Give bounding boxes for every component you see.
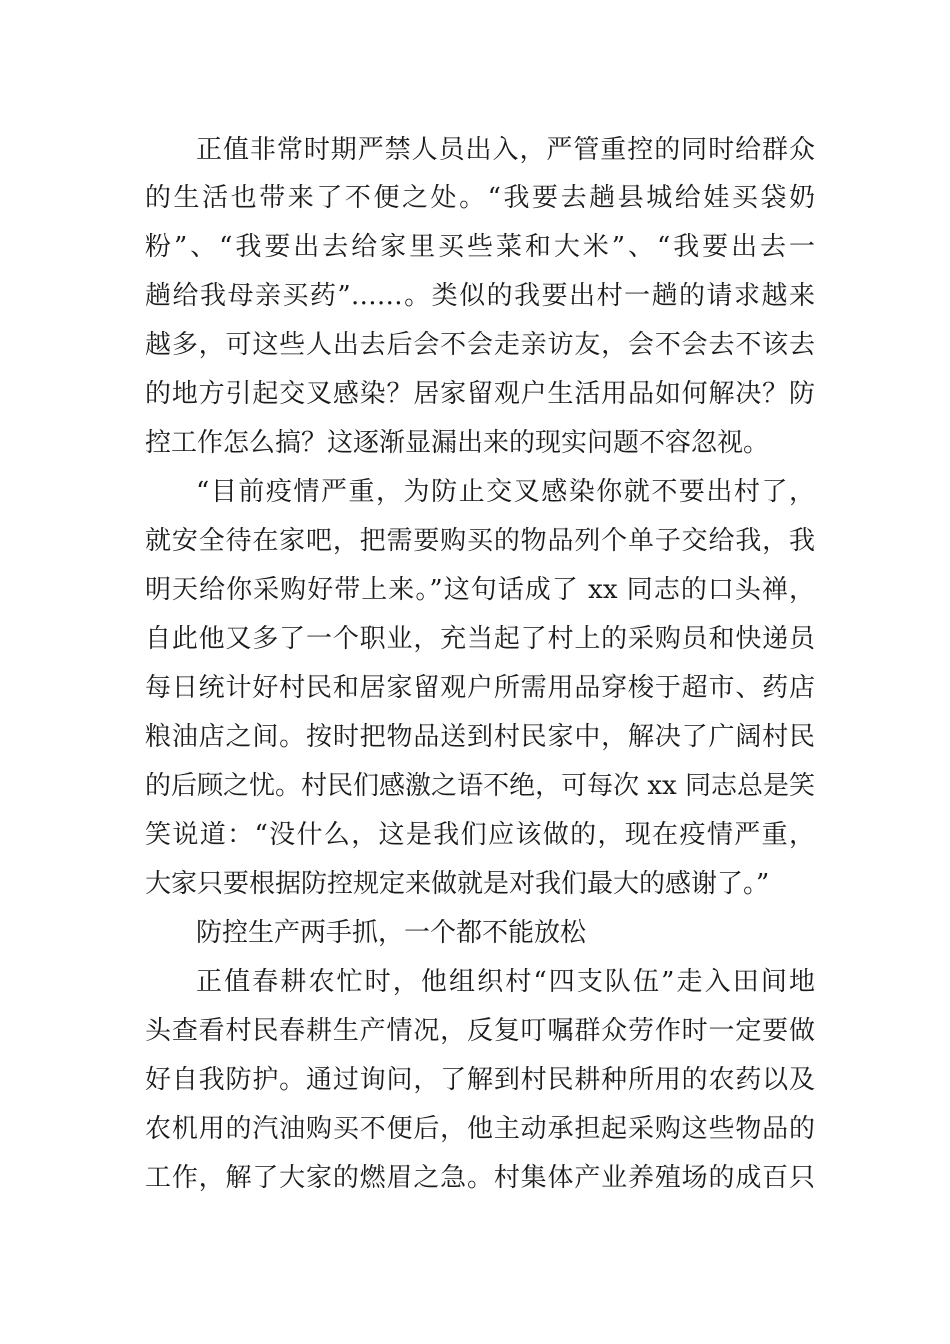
paragraph-2-line-1: “目前疫情严重，为防止交叉感染你就不要出村了， — [196, 477, 815, 507]
paragraph-2-line-6: 粮油店之间。按时把物品送到村民家中，解决了广阔村民 — [145, 722, 815, 752]
paragraph-3-line-4: 农机用的汽油购买不便后，他主动承担起采购这些物品的 — [145, 1114, 815, 1144]
paragraph-3-line-2: 头查看村民春耕生产情况，反复叮嘱群众劳作时一定要做 — [145, 1016, 815, 1046]
paragraph-2-line-7: 的后顾之忧。村民们感激之语不绝，可每次 xx 同志总是笑 — [145, 771, 815, 801]
paragraph-2-line-3: 明天给你采购好带上来。”这句话成了 xx 同志的口头禅， — [145, 575, 815, 605]
paragraph-1-line-3: 粉”、“我要出去给家里买些菜和大米”、“我要出去一 — [145, 232, 815, 262]
paragraph-2-line-9: 大家只要根据防控规定来做就是对我们最大的感谢了。” — [145, 869, 770, 899]
paragraph-1-line-7: 控工作怎么搞？这逐渐显漏出来的现实问题不容忽视。 — [145, 428, 770, 458]
paragraph-1-line-4: 趟给我母亲买药”……。类似的我要出村一趟的请求越来 — [145, 281, 815, 311]
section-heading: 防控生产两手抓，一个都不能放松 — [196, 918, 587, 948]
paragraph-1-line-5: 越多，可这些人出去后会不会走亲访友，会不会去不该去 — [145, 330, 815, 360]
paragraph-3-line-5: 工作，解了大家的燃眉之急。村集体产业养殖场的成百只 — [145, 1163, 815, 1193]
paragraph-3-line-3: 好自我防护。通过询问，了解到村民耕种所用的农药以及 — [145, 1065, 815, 1095]
paragraph-3-line-1: 正值春耕农忙时，他组织村“四支队伍”走入田间地 — [196, 967, 815, 997]
paragraph-2-line-8: 笑说道：“没什么，这是我们应该做的，现在疫情严重， — [145, 820, 815, 850]
paragraph-2-line-4: 自此他又多了一个职业，充当起了村上的采购员和快递员 — [145, 624, 815, 654]
paragraph-1-line-1: 正值非常时期严禁人员出入，严管重控的同时给群众 — [196, 135, 815, 165]
paragraph-1-line-6: 的地方引起交叉感染？居家留观户生活用品如何解决？防 — [145, 379, 815, 409]
paragraph-1-line-2: 的生活也带来了不便之处。“我要去趟县城给娃买袋奶 — [145, 183, 815, 213]
paragraph-2-line-5: 每日统计好村民和居家留观户所需用品穿梭于超市、药店 — [145, 673, 815, 703]
paragraph-2-line-2: 就安全待在家吧，把需要购买的物品列个单子交给我，我 — [145, 526, 815, 556]
